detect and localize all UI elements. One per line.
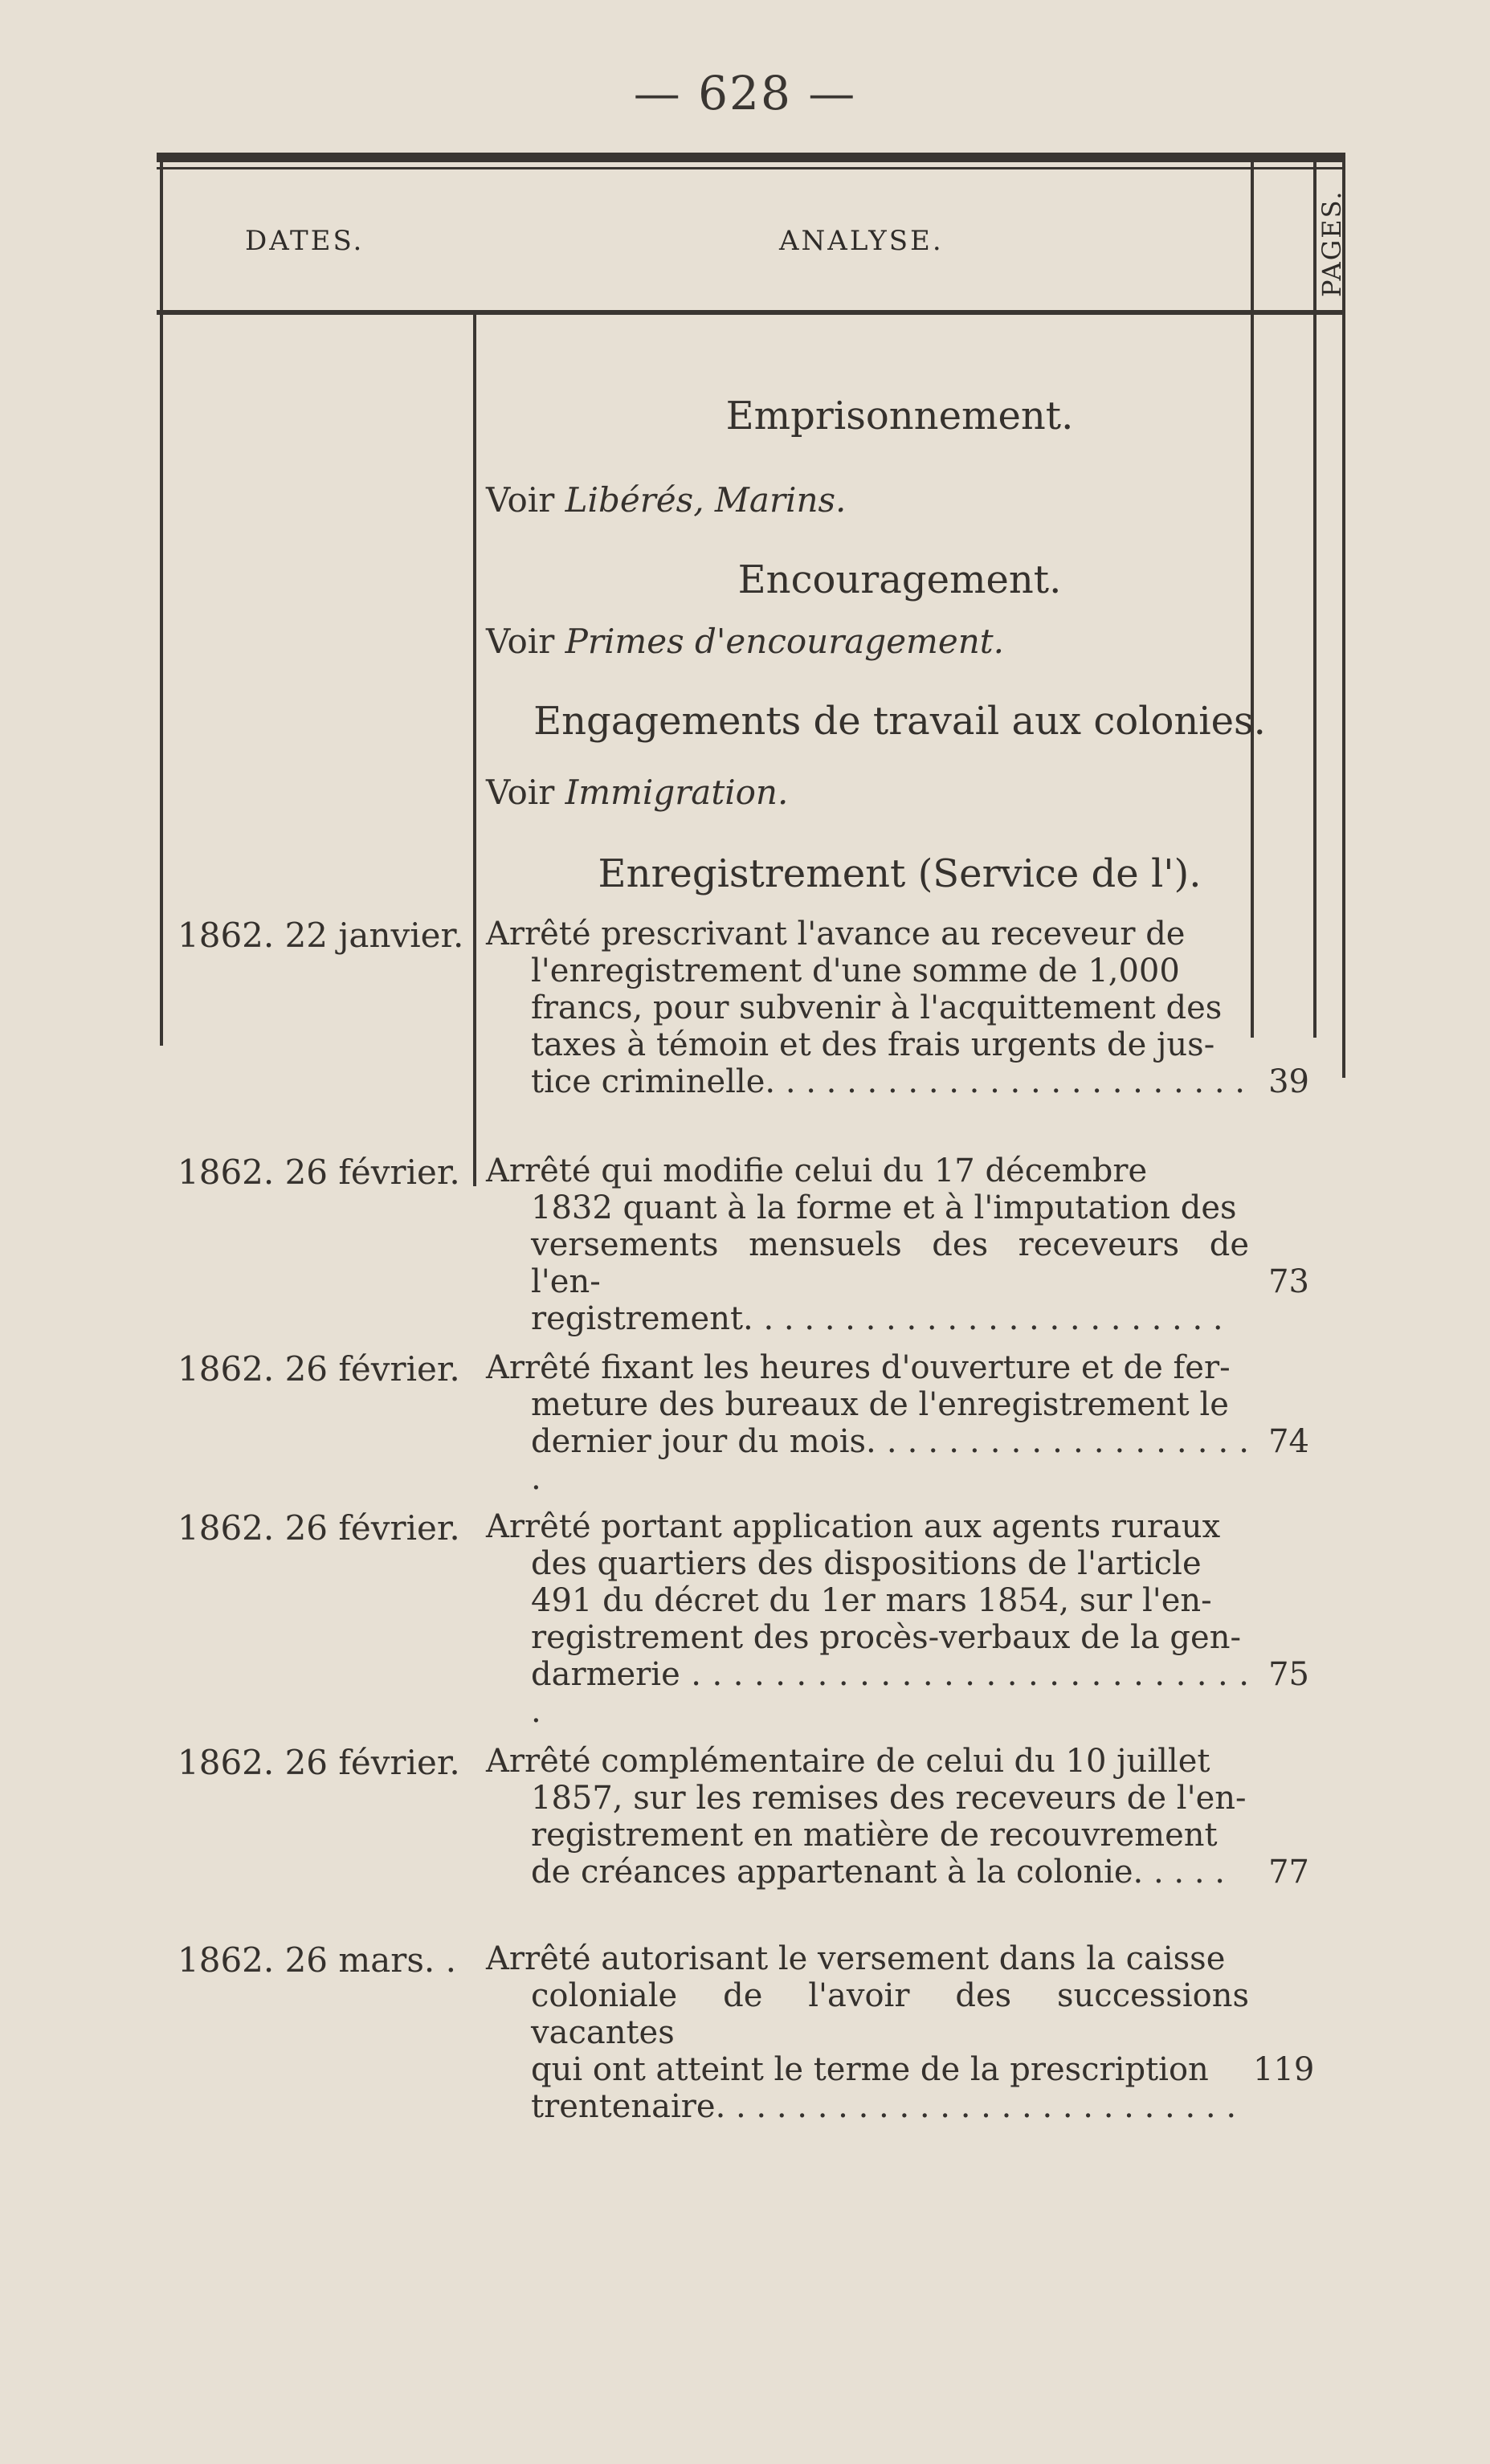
entry-date: 1862. 26 février. [178, 1349, 460, 1389]
entry-page: 73 [1268, 1263, 1309, 1300]
entry-date: 1862. 26 février. [178, 1152, 460, 1192]
page-number: — 628 — [633, 66, 857, 120]
entry-analysis [486, 1940, 1249, 2125]
entry-text-line: francs, pour subvenir à l'acquittement des [531, 989, 1223, 1026]
entry-text-line: dernier jour du mois. . . . . . . . . . . . . . . . . . . . [531, 1423, 1249, 1497]
section-heading: Enregistrement (Service de l'). [598, 851, 1202, 896]
entry-analysis [486, 916, 1249, 1100]
header-bottom-rule [157, 310, 1345, 315]
entry-date: 1862. 26 mars. . [178, 1940, 456, 1980]
entry-analysis [486, 1349, 1249, 1497]
entry-page: 39 [1268, 1063, 1309, 1100]
see-prefix: Voir [486, 480, 555, 520]
entry-date: 1862. 22 janvier. [178, 916, 464, 955]
entry-analysis [486, 1508, 1249, 1730]
entry-page: 75 [1268, 1656, 1309, 1693]
entry-text-line: registrement des procès-verbaux de la gen- [531, 1619, 1241, 1656]
entry-text-line: Arrêté qui modifie celui du 17 décembre [486, 1152, 1148, 1189]
entry-text-line: Arrêté complémentaire de celui du 10 juillet [486, 1743, 1210, 1780]
entry-text-line: 491 du décret du 1er mars 1854, sur l'en- [531, 1582, 1212, 1619]
entry-text-line: Arrêté prescrivant l'avance au receveur de [486, 916, 1186, 953]
entry-text-line: Arrêté autorisant le versement dans la caisse [486, 1940, 1226, 1977]
see-reference [486, 480, 846, 520]
entry-text-line: qui ont atteint le terme de la prescription [531, 2051, 1209, 2088]
entry-text-line: des quartiers des dispositions de l'article [531, 1545, 1202, 1582]
entry-text-line: 1832 quant à la forme et à l'imputation des [531, 1189, 1237, 1226]
header-analysis: ANALYSE. [779, 225, 944, 257]
see-target: Libérés, Marins. [565, 480, 847, 520]
header-pages: PAGES. [1317, 190, 1347, 297]
entry-text-line: tice criminelle. . . . . . . . . . . . . . . . . . . . . . . . [531, 1063, 1245, 1100]
entry-text-line: meture des bureaux de l'enregistrement le [531, 1386, 1229, 1423]
see-reference [486, 773, 788, 812]
entry-date: 1862. 26 février. [178, 1743, 460, 1782]
entry-analysis [486, 1743, 1249, 1891]
table-right-border [1342, 162, 1345, 1078]
date-column-divider [473, 315, 476, 1186]
entry-analysis [486, 1152, 1249, 1337]
see-prefix: Voir [486, 622, 555, 661]
entry-text-line: registrement. . . . . . . . . . . . . . . . . . . . . . . . [531, 1300, 1223, 1337]
see-prefix: Voir [486, 773, 555, 812]
entry-page: 77 [1268, 1854, 1309, 1891]
entry-page: 74 [1268, 1423, 1309, 1460]
entry-text-line: 1857, sur les remises des receveurs de l'en- [531, 1780, 1247, 1817]
entry-text-line: darmerie . . . . . . . . . . . . . . . . . . . . . . . . . . . . [531, 1656, 1249, 1730]
section-heading: Encouragement. [737, 557, 1062, 602]
entry-page: 119 [1253, 2051, 1315, 2088]
entry-text-line: l'enregistrement d'une somme de 1,000 [531, 953, 1180, 989]
entry-text-line: taxes à témoin et des frais urgents de jus- [531, 1026, 1215, 1063]
see-target: Immigration. [565, 773, 789, 812]
entry-text-line: coloniale de l'avoir des successions vacantes [531, 1977, 1249, 2051]
see-target: Primes d'encouragement. [565, 622, 1005, 661]
table-top-rule-thin [157, 167, 1345, 169]
entry-text-line: versements mensuels des receveurs de l'en- [531, 1226, 1249, 1300]
entry-text-line: registrement en matière de recouvrement [531, 1817, 1218, 1854]
table-top-rule [157, 153, 1345, 162]
entry-text-line: Arrêté fixant les heures d'ouverture et de fer- [486, 1349, 1231, 1386]
section-heading: Engagements de travail aux colonies. [533, 699, 1266, 744]
entry-text-line: de créances appartenant à la colonie. . . . . [531, 1854, 1225, 1891]
table-left-border [160, 162, 163, 1046]
entry-text-line: trentenaire. . . . . . . . . . . . . . . . . . . . . . . . . . [531, 2088, 1237, 2125]
entry-date: 1862. 26 février. [178, 1508, 460, 1548]
see-reference [486, 622, 1004, 661]
section-heading: Emprisonnement. [725, 394, 1074, 439]
entry-text-line: Arrêté portant application aux agents ruraux [486, 1508, 1221, 1545]
index-table [157, 145, 1347, 2125]
header-dates: DATES. [245, 225, 365, 257]
